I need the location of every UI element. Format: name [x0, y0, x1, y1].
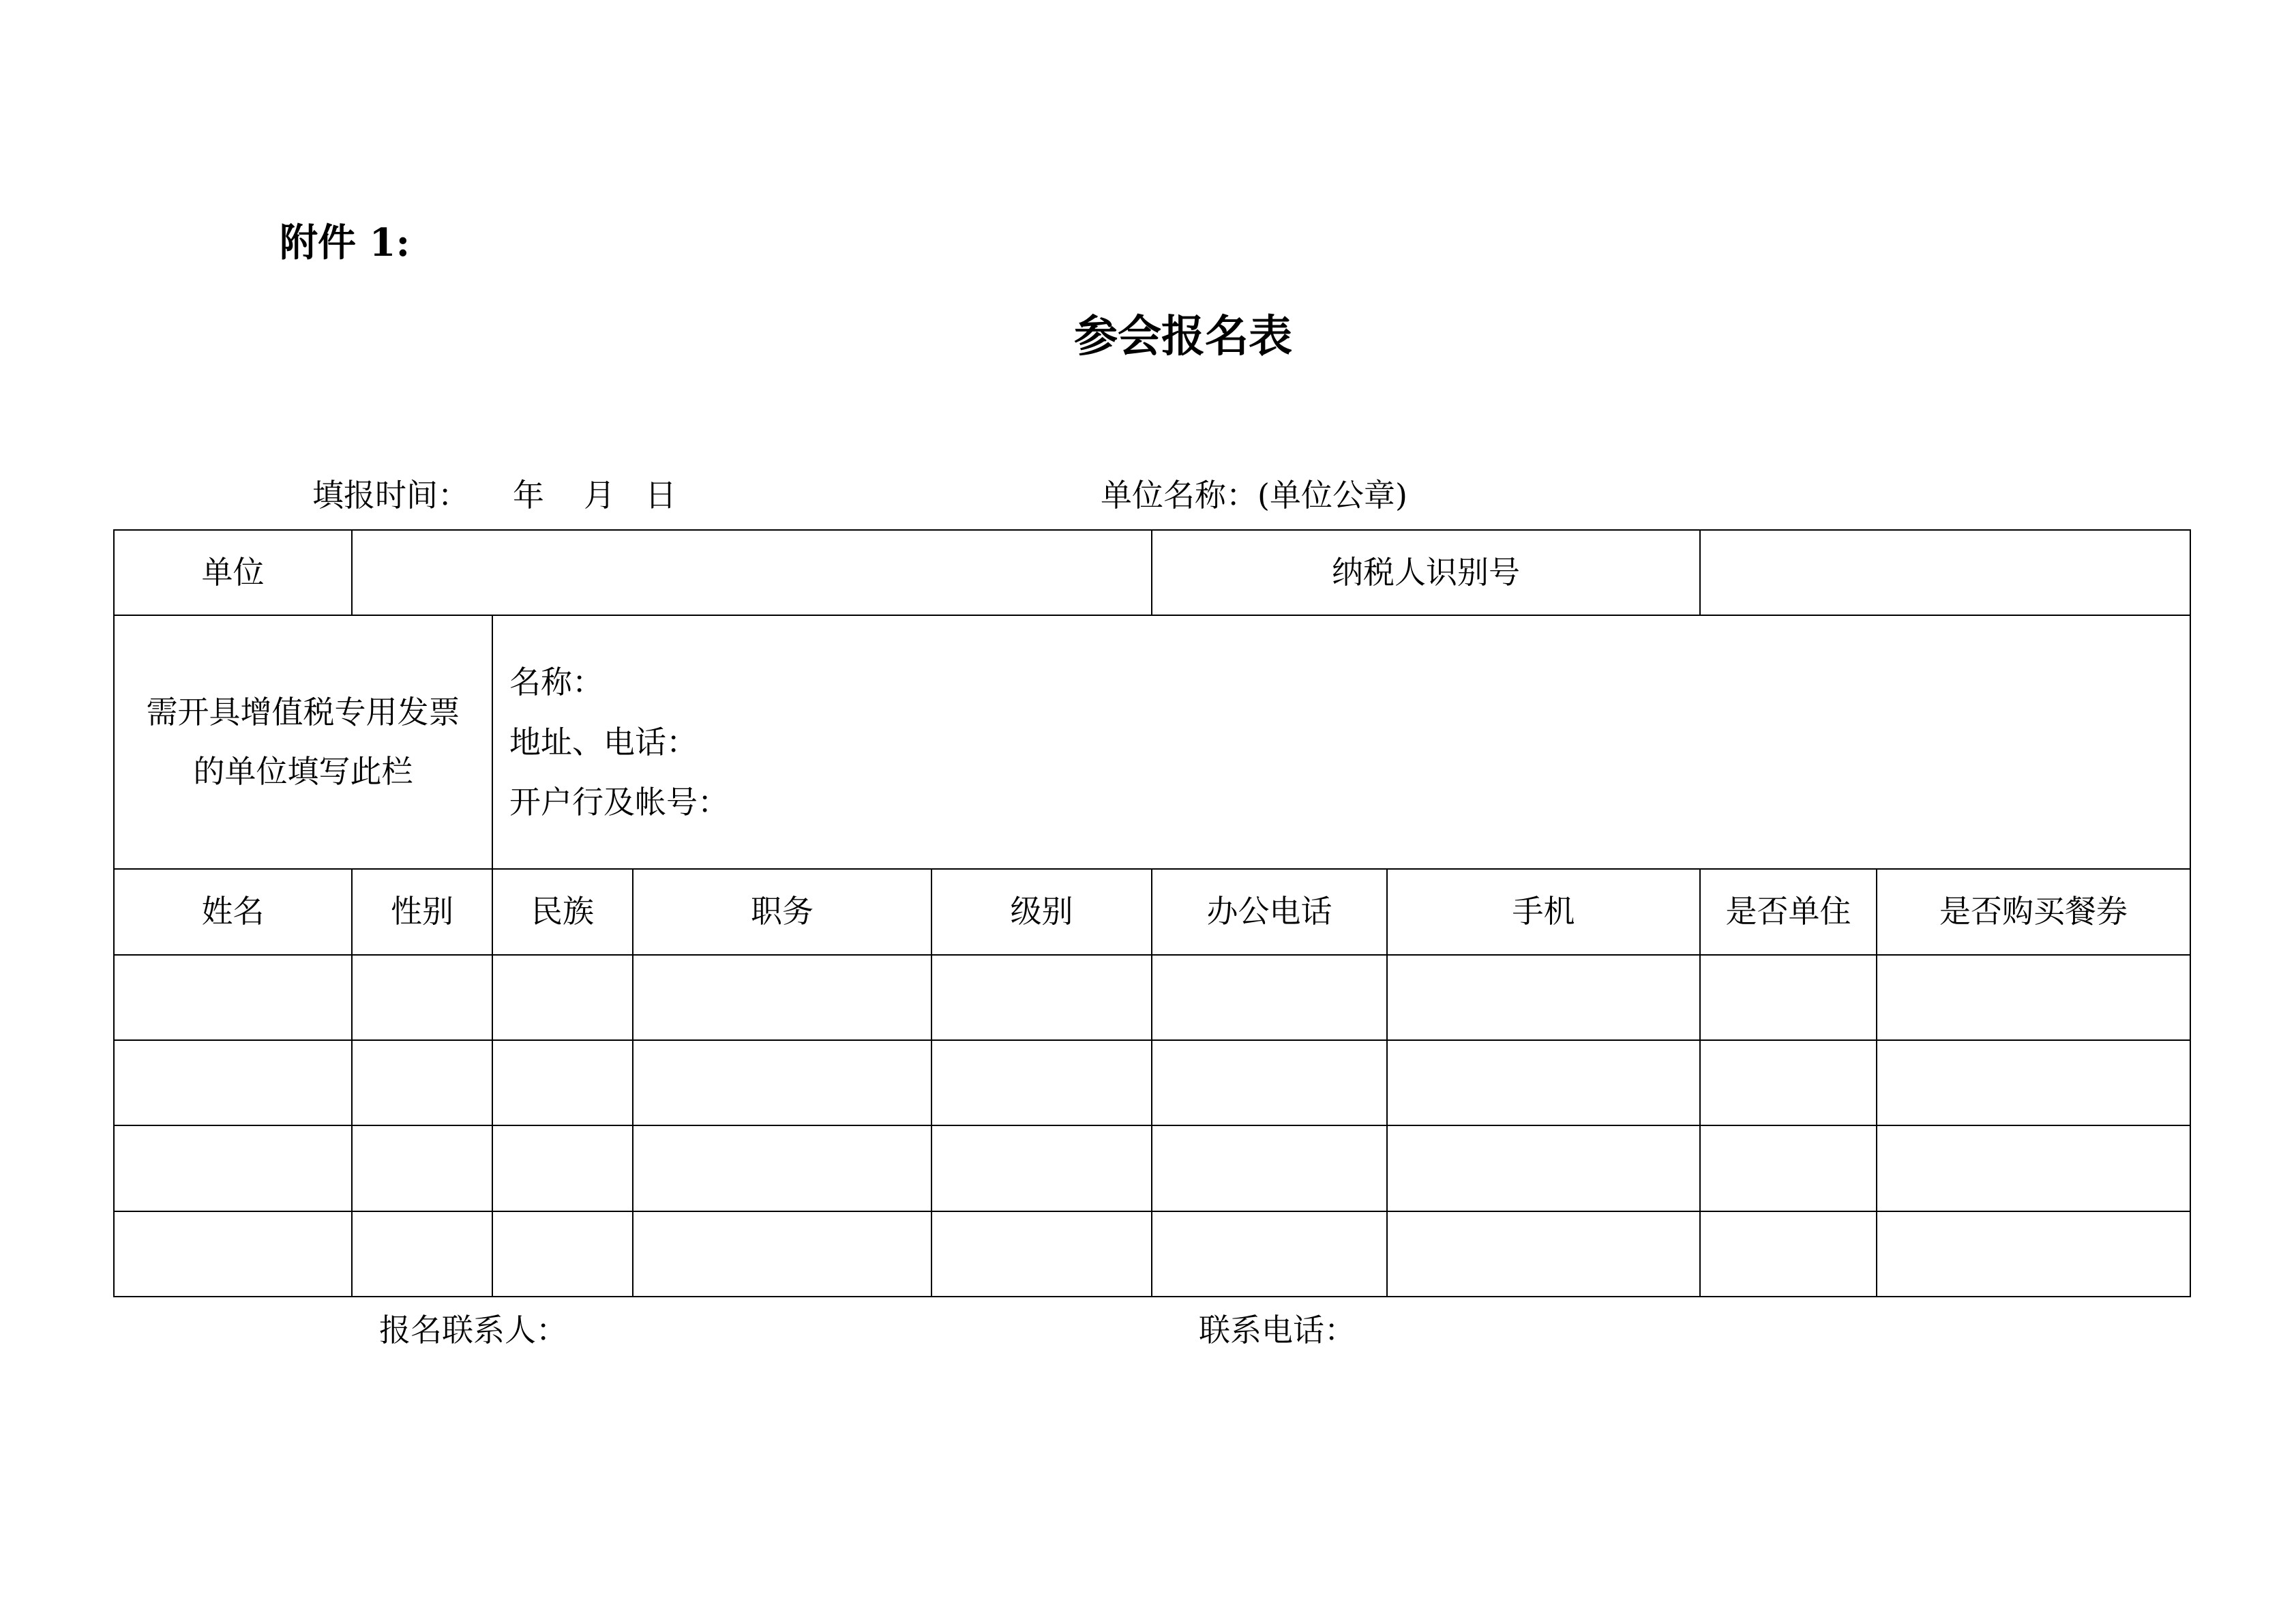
unit-label: 单位: [114, 530, 352, 615]
invoice-row: [114, 615, 2190, 869]
col-header-position: 职务: [633, 869, 931, 954]
footer-phone-label: 联系电话：: [1199, 1312, 1356, 1348]
attendee-gender-cell[interactable]: [352, 1211, 492, 1297]
attendee-single-room-cell[interactable]: [1700, 1040, 1877, 1125]
attendee-meal-voucher-cell[interactable]: [1877, 955, 2190, 1040]
registration-table: [113, 529, 2191, 1297]
attendee-office-phone-cell[interactable]: [1152, 955, 1387, 1040]
attachment-label: 附件 1:: [280, 220, 411, 265]
attendee-mobile-cell[interactable]: [1387, 955, 1700, 1040]
attendee-office-phone-cell[interactable]: [1152, 1211, 1387, 1297]
attendee-name-cell[interactable]: [114, 1125, 352, 1211]
invoice-bank-account-label: 开户行及帐号：: [509, 784, 729, 821]
attendee-position-cell[interactable]: [633, 1125, 931, 1211]
col-header-ethnicity: 民族: [492, 869, 633, 954]
attendee-single-room-cell[interactable]: [1700, 1211, 1877, 1297]
attendee-single-room-cell[interactable]: [1700, 955, 1877, 1040]
fill-date-year: 年: [513, 477, 544, 514]
col-header-single-room: 是否单住: [1700, 869, 1877, 954]
invoice-label: [114, 615, 492, 869]
unit-value-field[interactable]: [352, 530, 1152, 615]
col-header-gender: 性别: [352, 869, 492, 954]
col-header-rank: 级别: [931, 869, 1152, 954]
fill-date-line: [312, 477, 676, 514]
fill-date-label: 填报时间：: [312, 477, 469, 514]
attendee-single-room-cell[interactable]: [1700, 1125, 1877, 1211]
attendee-position-cell[interactable]: [633, 1040, 931, 1125]
taxpayer-id-field[interactable]: [1700, 530, 2190, 615]
attendee-row: [114, 1211, 2190, 1297]
attendee-meal-voucher-cell[interactable]: [1877, 1211, 2190, 1297]
attendee-office-phone-cell[interactable]: [1152, 1040, 1387, 1125]
attendee-rank-cell[interactable]: [931, 1211, 1152, 1297]
fill-date-month: 月: [584, 477, 615, 514]
attendee-ethnicity-cell[interactable]: [492, 955, 633, 1040]
attendee-row: [114, 955, 2190, 1040]
attendee-rank-cell[interactable]: [931, 1040, 1152, 1125]
taxpayer-id-label: 纳税人识别号: [1152, 530, 1700, 615]
attendee-meal-voucher-cell[interactable]: [1877, 1125, 2190, 1211]
attendee-position-cell[interactable]: [633, 1211, 931, 1297]
col-header-meal-voucher: 是否购买餐券: [1877, 869, 2190, 954]
column-header-row: [114, 869, 2190, 954]
attendee-mobile-cell[interactable]: [1387, 1040, 1700, 1125]
invoice-address-phone-label: 地址、电话：: [509, 724, 698, 761]
invoice-label-line1: 需开具增值税专用发票: [146, 693, 460, 730]
unit-name-label: 单位名称：(单位公章): [1101, 477, 1407, 514]
attendee-ethnicity-cell[interactable]: [492, 1211, 633, 1297]
attendee-ethnicity-cell[interactable]: [492, 1040, 633, 1125]
invoice-fields[interactable]: [492, 615, 2190, 869]
attendee-gender-cell[interactable]: [352, 1125, 492, 1211]
attendee-rank-cell[interactable]: [931, 1125, 1152, 1211]
attendee-mobile-cell[interactable]: [1387, 1211, 1700, 1297]
invoice-name-label: 名称：: [509, 664, 603, 701]
attendee-gender-cell[interactable]: [352, 955, 492, 1040]
attendee-ethnicity-cell[interactable]: [492, 1125, 633, 1211]
form-title: 参会报名表: [1074, 311, 1292, 362]
attendee-rank-cell[interactable]: [931, 955, 1152, 1040]
col-header-name: 姓名: [114, 869, 352, 954]
attendee-meal-voucher-cell[interactable]: [1877, 1040, 2190, 1125]
col-header-office-phone: 办公电话: [1152, 869, 1387, 954]
col-header-mobile: 手机: [1387, 869, 1700, 954]
attendee-mobile-cell[interactable]: [1387, 1125, 1700, 1211]
attendee-row: [114, 1125, 2190, 1211]
attendee-office-phone-cell[interactable]: [1152, 1125, 1387, 1211]
attendee-row: [114, 1040, 2190, 1125]
unit-row: [114, 530, 2190, 615]
invoice-label-line2: 的单位填写此栏: [193, 753, 413, 791]
attendee-gender-cell[interactable]: [352, 1040, 492, 1125]
attendee-name-cell[interactable]: [114, 1211, 352, 1297]
attendee-name-cell[interactable]: [114, 955, 352, 1040]
attendee-position-cell[interactable]: [633, 955, 931, 1040]
attendee-name-cell[interactable]: [114, 1040, 352, 1125]
fill-date-day: 日: [645, 477, 676, 514]
footer-contact-label: 报名联系人：: [379, 1312, 567, 1348]
